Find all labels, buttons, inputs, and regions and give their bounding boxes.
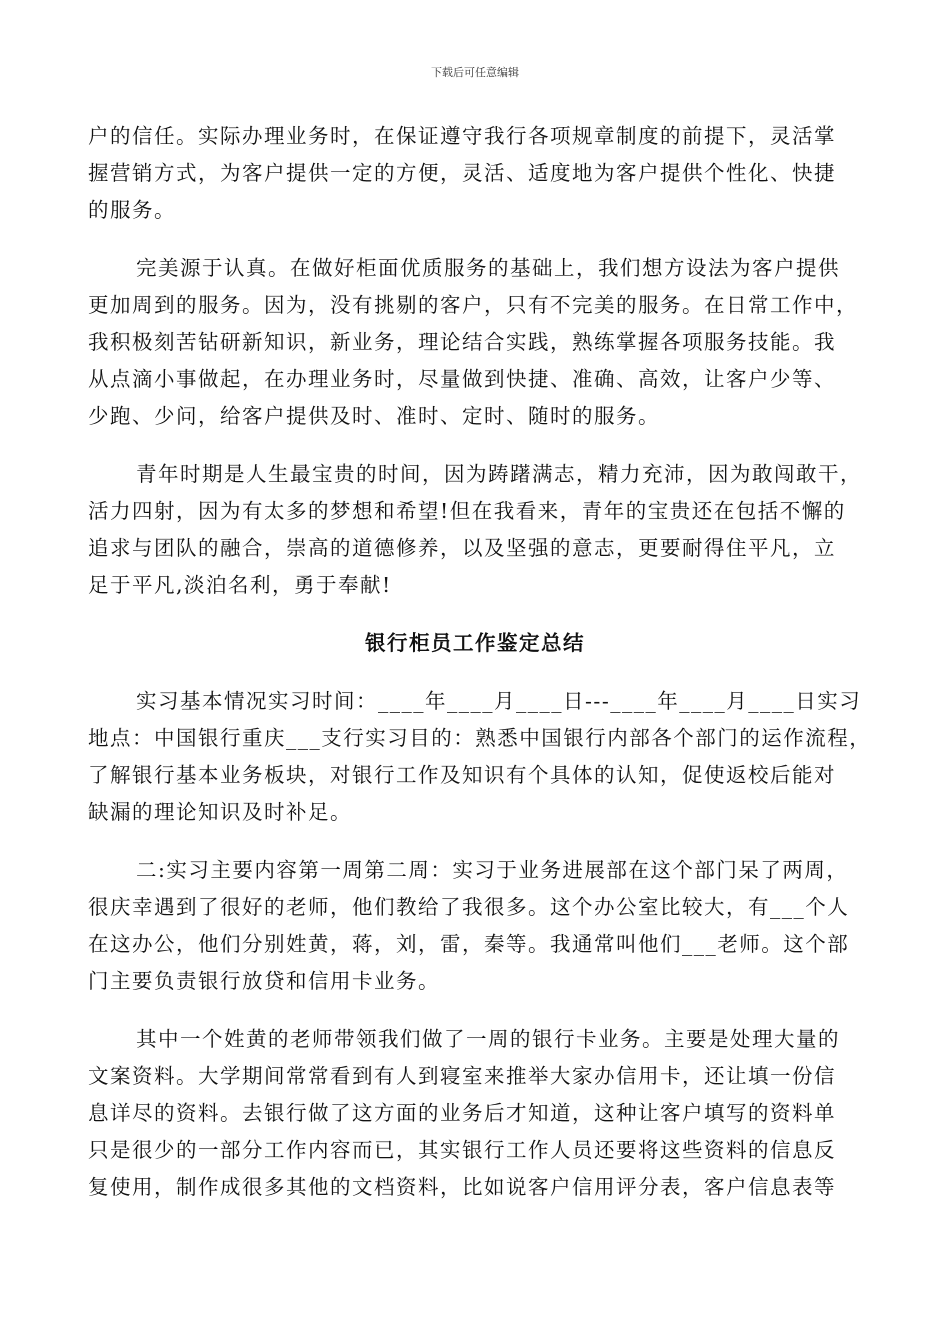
text-line: 的服务。 xyxy=(88,198,176,222)
text-line: 从点滴小事做起，在办理业务时，尽量做到快捷、准确、高效，让客户少等、 xyxy=(88,367,836,391)
text-line: 缺漏的理论知识及时补足。 xyxy=(88,800,352,824)
page-header: 下载后可任意编辑 xyxy=(431,66,519,79)
text-line: 户的信任。实际办理业务时，在保证遵守我行各项规章制度的前提下，灵活掌 xyxy=(88,124,836,148)
text-line: 很庆幸遇到了很好的老师，他们教给了我很多。这个办公室比较大，有___个人 xyxy=(88,895,850,919)
paragraph-1 xyxy=(88,118,862,229)
text-line: 我积极刻苦钻研新知识，新业务，理论结合实践，熟练掌握各项服务技能。我 xyxy=(88,330,836,354)
text-line: 复使用，制作成很多其他的文档资料，比如说客户信用评分表，客户信息表等 xyxy=(88,1175,836,1199)
text-line: 文案资料。大学期间常常看到有人到寝室来推举大家办信用卡，还让填一份信 xyxy=(88,1064,836,1088)
text-line: 握营销方式，为客户提供一定的方便，灵活、适度地为客户提供个性化、快捷 xyxy=(88,161,836,185)
text-line: 实习基本情况实习时间：____年____月____日---____年____月____日实习 xyxy=(136,689,862,713)
text-line: 了解银行基本业务板块，对银行工作及知识有个具体的认知，促使返校后能对 xyxy=(88,763,836,787)
text-line: 完美源于认真。在做好柜面优质服务的基础上，我们想方设法为客户提供 xyxy=(136,256,840,280)
text-line: 少跑、少问，给客户提供及时、准时、定时、随时的服务。 xyxy=(88,404,660,428)
text-line: 更加周到的服务。因为，没有挑剔的客户，只有不完美的服务。在日常工作中， xyxy=(88,293,858,317)
paragraph-2 xyxy=(88,250,862,435)
section-heading: 银行柜员工作鉴定总结 xyxy=(365,631,585,655)
text-line: 息详尽的资料。去银行做了这方面的业务后才知道，这种让客户填写的资料单 xyxy=(88,1101,836,1125)
text-line: 地点：中国银行重庆___支行实习目的：熟悉中国银行内部各个部门的运作流程， xyxy=(88,726,872,750)
text-line: 青年时期是人生最宝贵的时间，因为踌躇满志，精力充沛，因为敢闯敢干， xyxy=(136,462,862,486)
text-line: 活力四射，因为有太多的梦想和希望!但在我看来，青年的宝贵还在包括不懈的 xyxy=(88,499,846,523)
text-line: 追求与团队的融合，崇高的道德修养，以及坚强的意志，更要耐得住平凡，立 xyxy=(88,536,836,560)
paragraph-3 xyxy=(88,456,862,604)
text-line: 只是很少的一部分工作内容而已，其实银行工作人员还要将这些资料的信息反 xyxy=(88,1138,836,1162)
text-line: 其中一个姓黄的老师带领我们做了一周的银行卡业务。主要是处理大量的 xyxy=(136,1027,840,1051)
text-line: 二:实习主要内容第一周第二周：实习于业务进展部在这个部门呆了两周， xyxy=(136,858,849,882)
text-line: 在这办公，他们分别姓黄，蒋，刘，雷，秦等。我通常叫他们___老师。这个部 xyxy=(88,932,850,956)
paragraph-5 xyxy=(88,852,862,1000)
document-body xyxy=(88,118,872,1227)
text-line: 门主要负责银行放贷和信用卡业务。 xyxy=(88,969,440,993)
text-line: 足于平凡,淡泊名利，勇于奉献! xyxy=(88,573,392,597)
paragraph-4 xyxy=(88,683,872,831)
paragraph-6 xyxy=(88,1021,862,1206)
